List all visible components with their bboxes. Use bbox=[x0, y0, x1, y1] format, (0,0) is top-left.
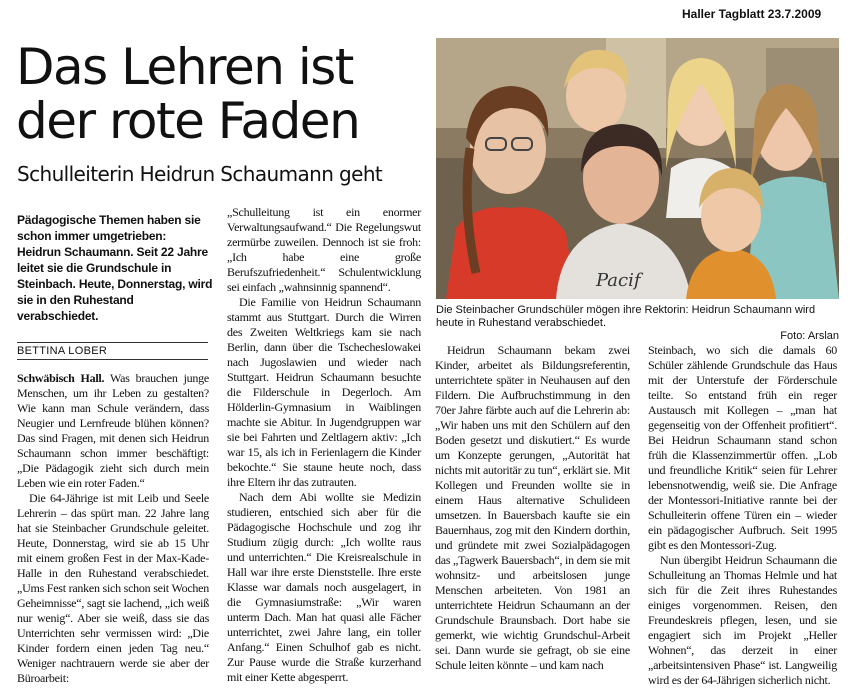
caption-text: Die Steinbacher Grundschüler mögen ihre Rektorin: Heidrun Schaumann wird heute in Ruhestand verabschiedet. bbox=[436, 304, 816, 329]
paragraph: Nach dem Abi wollte sie Medizin studieren, entschied sich aber für die Pädagogische Hochschule und zog ihr Studium zügig durch: „Ich wollte raus und unterrichten.“ Die Kreisrealschule in Hall war ihre erste Dienststelle. Ihre erste Klasse war damals noch ausgelagert, in die Gymnasiumstraße: „Wir waren unterm Dach. Man hat quasi alle Fächer unterrichtet, zwei Jahre lang, ein toller Anfang.“ Einen Schulhof gab es nicht. Zur Pause wurde die Straße kurzerhand mit einer Kette abgesperrt. bbox=[227, 490, 421, 684]
article-column-4 bbox=[648, 343, 837, 688]
article-column-1 bbox=[17, 371, 209, 686]
shirt-print-text: Pacif bbox=[596, 270, 641, 291]
paragraph: Die 64-Jährige ist mit Leib und Seele Lehrerin – das spürt man. 22 Jahre lang hat sie Steinbacher Grundschule geleitet. Heute, Donnerstag, wird sie ab 15 Uhr mit einem großen Fest in der Max-Kade-Halle in den Ruhestand verabschiedet. „Ums Fest ranken sich schon seit Wochen Geheimnisse“, sagt sie lachend, „ich weiß nur wenig“. Aber sie weiß, dass sie das Unterrichten sehr vermissen wird: „Die Kinder fordern einen jeden Tag neu.“ Weniger nachtrauern werde sie aber der Büroarbeit: bbox=[17, 491, 209, 685]
paragraph-text: Was brauchen junge Menschen, um ihr Leben zu gestalten? Wie kann man Schule verändern, dass Neugier und Lernfreude blühen können? Das sind Fragen, mit denen sich Heidrun Schaumann schon immer beschäftigt: „Die Pädagogik zieht sich durch mein Leben wie ein roter Faden.“ bbox=[17, 371, 209, 490]
lead-paragraph: Pädagogische Themen haben sie schon immer umgetrieben: Heidrun Schaumann. Seit 22 Jahre leitet sie die Grundschule in Steinbach. Heute, Donnerstag, wird sie in den Ruhestand verabschiedet. bbox=[17, 213, 213, 323]
photo-caption bbox=[436, 304, 839, 343]
article-column-2 bbox=[227, 205, 421, 685]
paragraph bbox=[17, 371, 209, 491]
article-column-3 bbox=[435, 343, 630, 673]
paragraph: Heidrun Schaumann bekam zwei Kinder, arbeitet als Bildungsreferentin, unterrichtete später in Neuhausen auf den Fildern. Die Aufbruchstimmung in den 70er Jahre färbte auch auf die Lehrerin ab: „Wir haben uns mit den Schülern auf den Boden gesetzt und diskutiert.“ Es wurde um Konzepte gerungen, „Autorität hat nichts mit autoritär zu tun“, erklärt sie. Mit Kollegen und Freunden wollte sie in einem Haus alternative Schulideen umsetzen. In Bauersbach kaufte sie ein Bauernhaus, zog mit den Kindern dorthin, und gründete mit zwei Sozialpädagogen das „Tagwerk Bauersbach“, in dem sie mit wohnsitz- und arbeitslosen junge Menschen arbeiteten. Von 1981 an unterrichtete Heidrun Schaumann an der Grundschule Braunsbach. Dort habe sie gemerkt, wie wichtig Grundschul-Arbeit sei. Dann wurde sie gefragt, ob sie eine Schule leiten könnte – und kam nach bbox=[435, 343, 630, 672]
headline-line-2: der rote Faden bbox=[16, 92, 360, 150]
dateline: Schwäbisch Hall. bbox=[17, 371, 105, 385]
paragraph: Nun übergibt Heidrun Schaumann die Schulleitung an Thomas Helmle und hat sich für die Zeit ihres Ruhestandes einiges vorgenommen. Reisen, den Freundeskreis pflegen, lesen, und sie engagiert sich im Projekt „Heller Wohnen“, das derzeit in einer „arbeitsintensiven Phase“ ist. Langweilig wird es der 64-Jährigen sicherlich nicht. bbox=[648, 553, 837, 687]
headline-line-1: Das Lehren ist bbox=[16, 38, 353, 96]
photo-credit: Foto: Arslan bbox=[780, 330, 839, 342]
source-label: Haller Tagblatt 23.7.2009 bbox=[682, 7, 822, 21]
headline bbox=[16, 40, 431, 148]
byline: BETTINA LOBER bbox=[17, 342, 208, 360]
article-photo bbox=[436, 38, 839, 299]
paragraph: Steinbach, wo sich die damals 60 Schüler zählende Grundschule das Haus mit der Unterstufe der Förderschule teilte. So entstand früh ein reger Austausch mit Kollegen – „man hat gegenseitig von der Offenheit profitiert“. Bei Heidrun Schaumann stand schon früh die Klassenzimmertür offen. „Lob und freundliche Kritik“ seien für Lehrer lebensnotwendig, weiß sie. Die Anfrage der Montessori-Initiative rannte bei der Schulleiterin offene Türen ein – wieder ein pädagogischer Aufbruch. Seit 1995 gibt es den Montessori-Zug. bbox=[648, 343, 837, 552]
photo-illustration bbox=[436, 38, 839, 299]
paragraph: „Schulleitung ist ein enormer Verwaltungsaufwand.“ Die Regelungswut zermürbe zuweilen. Dennoch ist sie froh: „Ich habe eine große Berufszufriedenheit.“ Schulentwicklung sei einfach „wahnsinnig spannend“. bbox=[227, 205, 421, 294]
subheadline: Schulleiterin Heidrun Schaumann geht bbox=[17, 162, 383, 186]
paragraph: Die Familie von Heidrun Schaumann stammt aus Stuttgart. Durch die Wirren des Zweiten Weltkriegs kam sie nach Berlin, dann über die Tschecheslowakei nach Jugoslawien und wieder nach Stuttgart. Heidrun Schaumann besuchte die Filderschule in Degerloch. Am Hölderlin-Gymnasium in Waiblingen machte sie Abitur. In Jugendgruppen war sie bei Fahrten und Zeltlagern aktiv: „Ich war 15, als ich in Ferienlagern die Kinder bekochte.“ Sie staune heute noch, dass ihre Eltern ihr das zutrauten. bbox=[227, 295, 421, 489]
